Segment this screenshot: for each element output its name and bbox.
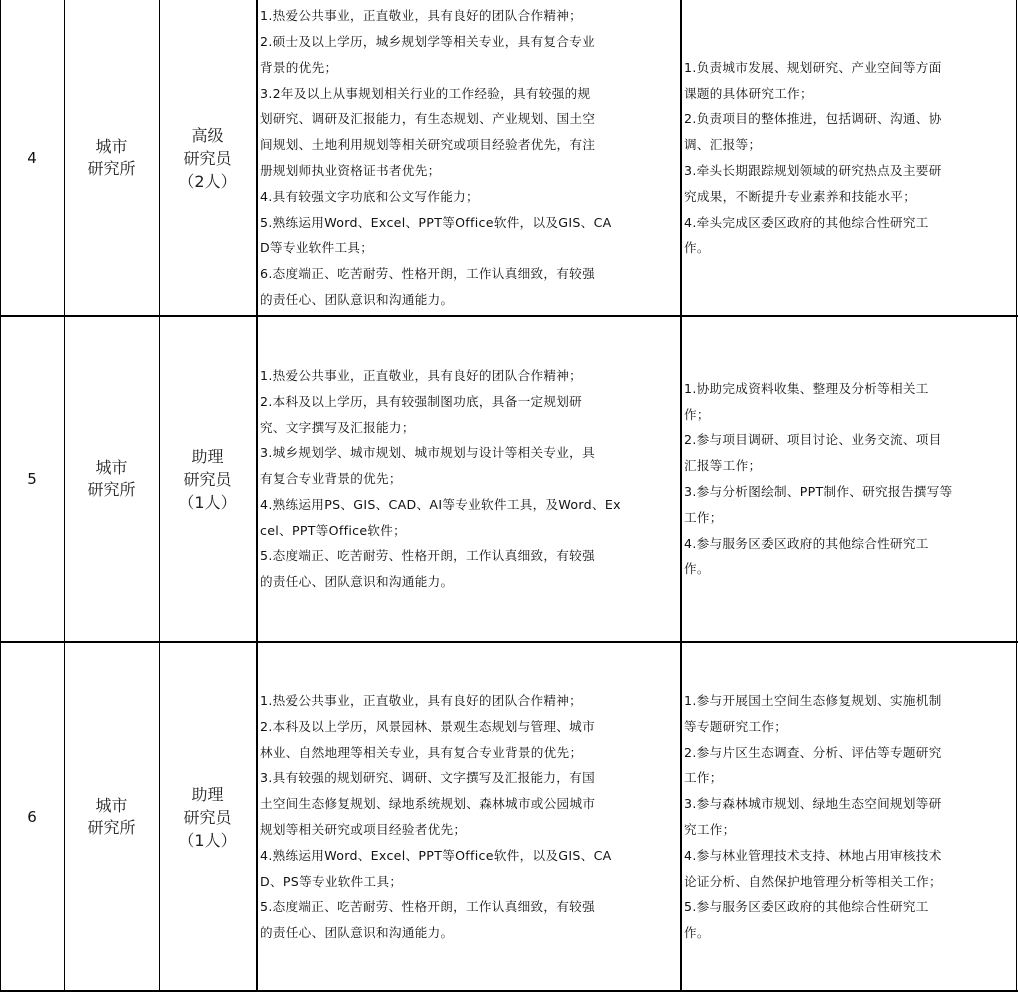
requirement-line: 3.城乡规划学、城市规划、城市规划与设计等相关专业，具 — [260, 445, 595, 461]
requirement-line: 5.态度端正、吃苦耐劳、性格开朗，工作认真细致，有较强 — [260, 899, 595, 915]
department-cell — [64, 316, 159, 642]
requirement-line: 2.本科及以上学历，具有较强制图功底，具备一定规划研 — [260, 393, 583, 409]
duty-line: 作。 — [684, 561, 710, 577]
column-divider — [159, 0, 160, 992]
duty-line: 2.负责项目的整体推进，包括调研、沟通、协 — [684, 111, 942, 127]
requirement-line: 4.熟练运用PS、GIS、CAD、AI等专业软件工具，及Word、Ex — [260, 496, 621, 512]
row-number-text: 6 — [27, 808, 37, 826]
row-number — [0, 0, 64, 316]
requirement-line: 6.态度端正、吃苦耐劳、性格开朗，工作认真细致，有较强 — [260, 266, 595, 282]
duty-line: 4.参与服务区委区政府的其他综合性研究工 — [684, 535, 929, 551]
position-line: 助理 — [191, 446, 224, 466]
duty-line: 究工作； — [684, 822, 736, 837]
requirement-line: 2.硕士及以上学历，城乡规划学等相关专业，具有复合专业 — [260, 34, 595, 50]
requirements-cell — [256, 0, 680, 316]
duty-line: 4.牵头完成区委区政府的其他综合性研究工 — [684, 214, 929, 230]
duty-line: 等专题研究工作； — [684, 718, 788, 734]
duty-line: 究成果，不断提升专业素养和技能水平； — [684, 188, 917, 204]
duty-line: 2.参与片区生态调查、分析、评估等专题研究 — [684, 744, 942, 760]
department-line: 研究所 — [87, 159, 136, 178]
position-line: 助理 — [191, 784, 224, 804]
requirement-line: 背景的优先； — [260, 59, 338, 75]
requirement-line: 4.具有较强文字功底和公文写作能力； — [260, 188, 479, 204]
requirement-line: D、PS等专业软件工具； — [260, 873, 403, 889]
requirement-line: 4.熟练运用Word、Excel、PPT等Office软件，以及GIS、CA — [260, 847, 612, 863]
department-cell — [64, 0, 159, 316]
requirement-line: D等专业软件工具； — [260, 240, 374, 256]
requirement-line: 1.热爱公共事业，正直敬业，具有良好的团队合作精神； — [260, 693, 583, 709]
duties-cell — [680, 316, 1018, 642]
requirement-line: cel、PPT等Office软件； — [260, 522, 407, 538]
requirement-line: 有复合专业背景的优先； — [260, 471, 402, 487]
duties-cell — [680, 642, 1018, 992]
duty-line: 3.参与分析图绘制、PPT制作、研究报告撰写等 — [684, 484, 953, 499]
requirement-line: 土空间生态修复规划、绿地系统规划、森林城市或公园城市 — [260, 796, 596, 812]
requirement-line: 划研究、调研及汇报能力，有生态规划、产业规划、国土空 — [260, 111, 596, 127]
column-divider — [680, 0, 682, 992]
requirement-line: 林业、自然地理等相关专业，具有复合专业背景的优先； — [260, 744, 583, 760]
position-line: 研究员 — [183, 469, 232, 489]
duty-line: 汇报等工作； — [684, 458, 762, 474]
department-line: 研究所 — [87, 818, 136, 837]
department-cell — [64, 642, 159, 992]
duty-line: 4.参与林业管理技术支持、林地占用审核技术 — [684, 847, 942, 863]
department-line: 研究所 — [87, 480, 136, 499]
requirement-line: 究、文字撰写及汇报能力； — [260, 419, 415, 435]
requirement-line: 3.具有较强的规划研究、调研、文字撰写及汇报能力，有国 — [260, 770, 595, 786]
requirements-cell — [256, 642, 680, 992]
duty-line: 2.参与项目调研、项目讨论、业务交流、项目 — [684, 432, 942, 448]
duty-line: 作。 — [684, 240, 710, 256]
requirement-line: 规划等相关研究或项目经验者优先； — [260, 822, 467, 837]
requirement-line: 的责任心、团队意识和沟通能力。 — [260, 574, 454, 590]
requirement-line: 1.热爱公共事业，正直敬业，具有良好的团队合作精神； — [260, 8, 583, 24]
duty-line: 3.牵头长期跟踪规划领域的研究热点及主要研 — [684, 163, 942, 178]
requirement-line: 册规划师执业资格证书者优先； — [260, 163, 441, 178]
duties-cell — [680, 0, 1018, 316]
requirement-line: 的责任心、团队意识和沟通能力。 — [260, 291, 454, 307]
duty-line: 工作； — [684, 509, 723, 525]
duty-line: 作。 — [684, 925, 710, 941]
department-line: 城市 — [95, 458, 128, 477]
position-line: （2人） — [178, 171, 237, 191]
row-number-text: 5 — [27, 470, 37, 488]
position-cell — [159, 0, 256, 316]
requirement-line: 1.热爱公共事业，正直敬业，具有良好的团队合作精神； — [260, 367, 583, 383]
requirement-line: 5.态度端正、吃苦耐劳、性格开朗，工作认真细致，有较强 — [260, 548, 595, 564]
table-row — [0, 0, 1018, 316]
table-row — [0, 316, 1018, 642]
requirement-line: 的责任心、团队意识和沟通能力。 — [260, 925, 454, 941]
duty-line: 3.参与森林城市规划、绿地生态空间规划等研 — [684, 796, 942, 812]
requirement-line: 3.2年及以上从事规划相关行业的工作经验，具有较强的规 — [260, 85, 591, 101]
row-divider — [0, 641, 1018, 643]
row-number — [0, 316, 64, 642]
duty-line: 调、汇报等； — [684, 137, 762, 153]
position-line: 研究员 — [183, 148, 232, 168]
duty-line: 课题的具体研究工作； — [684, 85, 813, 101]
duty-line: 论证分析、自然保护地管理分析等相关工作； — [684, 873, 942, 889]
table-border — [0, 0, 1, 992]
duty-line: 5.参与服务区委区政府的其他综合性研究工 — [684, 899, 929, 915]
department-line: 城市 — [95, 137, 128, 156]
requirement-line: 间规划、土地利用规划等相关研究或项目经验者优先，有注 — [260, 137, 596, 153]
row-divider — [0, 315, 1018, 317]
duty-line: 1.协助完成资料收集、整理及分析等相关工 — [684, 380, 929, 396]
position-line: 研究员 — [183, 807, 232, 827]
requirements-cell — [256, 316, 680, 642]
position-cell — [159, 316, 256, 642]
position-cell — [159, 642, 256, 992]
duty-line: 1.参与开展国土空间生态修复规划、实施机制 — [684, 693, 942, 709]
duty-line: 1.负责城市发展、规划研究、产业空间等方面 — [684, 59, 942, 75]
requirement-line: 2.本科及以上学历，风景园林、景观生态规划与管理、城市 — [260, 718, 595, 734]
department-line: 城市 — [95, 796, 128, 815]
row-number — [0, 642, 64, 992]
duty-line: 作； — [684, 406, 710, 422]
row-number-text: 4 — [27, 149, 37, 167]
column-divider — [64, 0, 65, 992]
position-line: 高级 — [191, 125, 224, 145]
requirement-line: 5.熟练运用Word、Excel、PPT等Office软件，以及GIS、CA — [260, 214, 612, 230]
table-row — [0, 642, 1018, 992]
column-divider — [256, 0, 258, 992]
position-line: （1人） — [178, 830, 237, 850]
table-border — [1016, 0, 1017, 992]
duty-line: 工作； — [684, 770, 723, 786]
position-line: （1人） — [178, 492, 237, 512]
